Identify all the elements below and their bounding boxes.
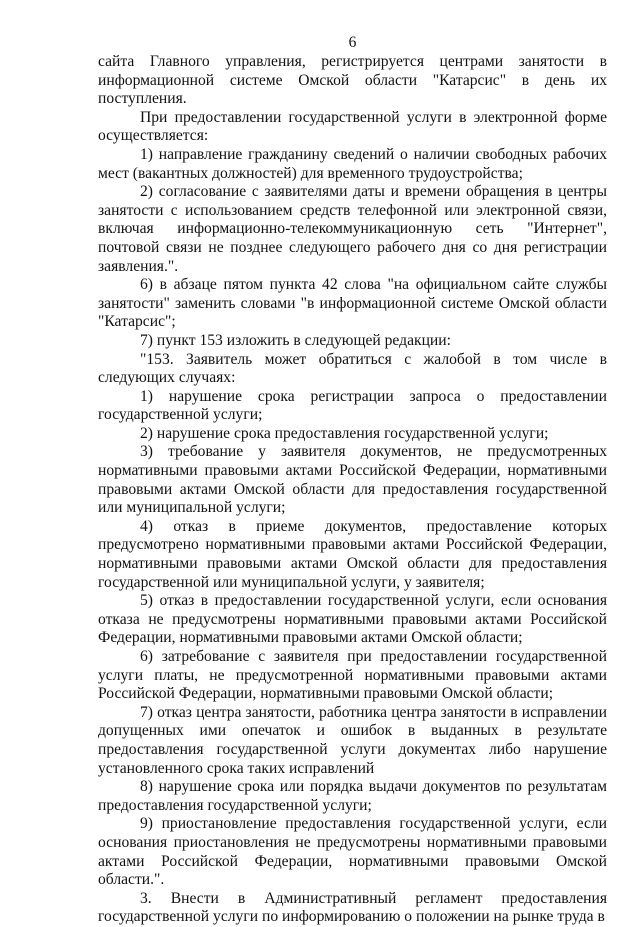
paragraph: 3. Внести в Административный регламент предоставления государственной услуги по информированию о положении на рынке труда в — [98, 889, 607, 926]
paragraph: 6) в абзаце пятом пункта 42 слова "на официальном сайте службы занятости" заменить словами "в информационной системе Омской области "Катарсис"; — [98, 276, 607, 331]
paragraph: 4) отказ в приеме документов, предоставление которых предусмотрено нормативными правовыми актами Российской Федерации, нормативными правовыми актами Омской области для предоставления государственной или муниципальной услуги, у заявителя; — [98, 517, 607, 591]
paragraph: "153. Заявитель может обратиться с жалобой в том числе в следующих случаях: — [98, 350, 607, 387]
paragraph: При предоставлении государственной услуги в электронной форме осуществляется: — [98, 108, 607, 145]
page-number: 6 — [348, 34, 357, 51]
document-body — [98, 53, 607, 927]
paragraph: 6) затребование с заявителя при предоставлении государственной услуги платы, не предусмотренной нормативными правовыми актами Российской Федерации, нормативными правовыми Омской области; — [98, 648, 607, 703]
paragraph: 1) нарушение срока регистрации запроса о предоставлении государственной услуги; — [98, 387, 607, 424]
paragraph: 1) направление гражданину сведений о наличии свободных рабочих мест (вакантных должностей) для временного трудоустройства; — [98, 145, 607, 182]
paragraph: 2) согласование с заявителями даты и времени обращения в центры занятости с использованием средств телефонной или электронной связи, включая информационно-телекоммуникационную сеть "Интернет", почтовой связи не позднее следующего рабочего дня со дня регистрации заявления.". — [98, 183, 607, 275]
paragraph: 7) пункт 153 изложить в следующей редакции: — [140, 331, 451, 349]
paragraph: 9) приостановление предоставления государственной услуги, если основания приостановления не предусмотрены нормативными правовыми актами Российской Федерации, нормативными правовыми Омской области.". — [98, 815, 607, 889]
paragraph: 7) отказ центра занятости, работника центра занятости в исправлении допущенных ими опечаток и ошибок в выданных в результате предоставления государственной услуги документах либо нарушение установленного срока таких исправлений — [98, 703, 607, 777]
paragraph: сайта Главного управления, регистрируется центрами занятости в информационной системе Омской области "Катарсис" в день их поступления. — [98, 53, 607, 108]
paragraph: 3) требование у заявителя документов, не предусмотренных нормативными правовыми актами Российской Федерации, нормативными правовыми актами Омской области для предоставления государственной или муниципальной услуги; — [98, 443, 607, 517]
paragraph: 2) нарушение срока предоставления государственной услуги; — [140, 424, 549, 442]
paragraph: 5) отказ в предоставлении государственной услуги, если основания отказа не предусмотрены нормативными правовыми актами Российской Федерации, нормативными правовыми актами Омской области; — [98, 592, 607, 647]
paragraph: 8) нарушение срока или порядка выдачи документов по результатам предоставления государственной услуги; — [98, 778, 607, 814]
